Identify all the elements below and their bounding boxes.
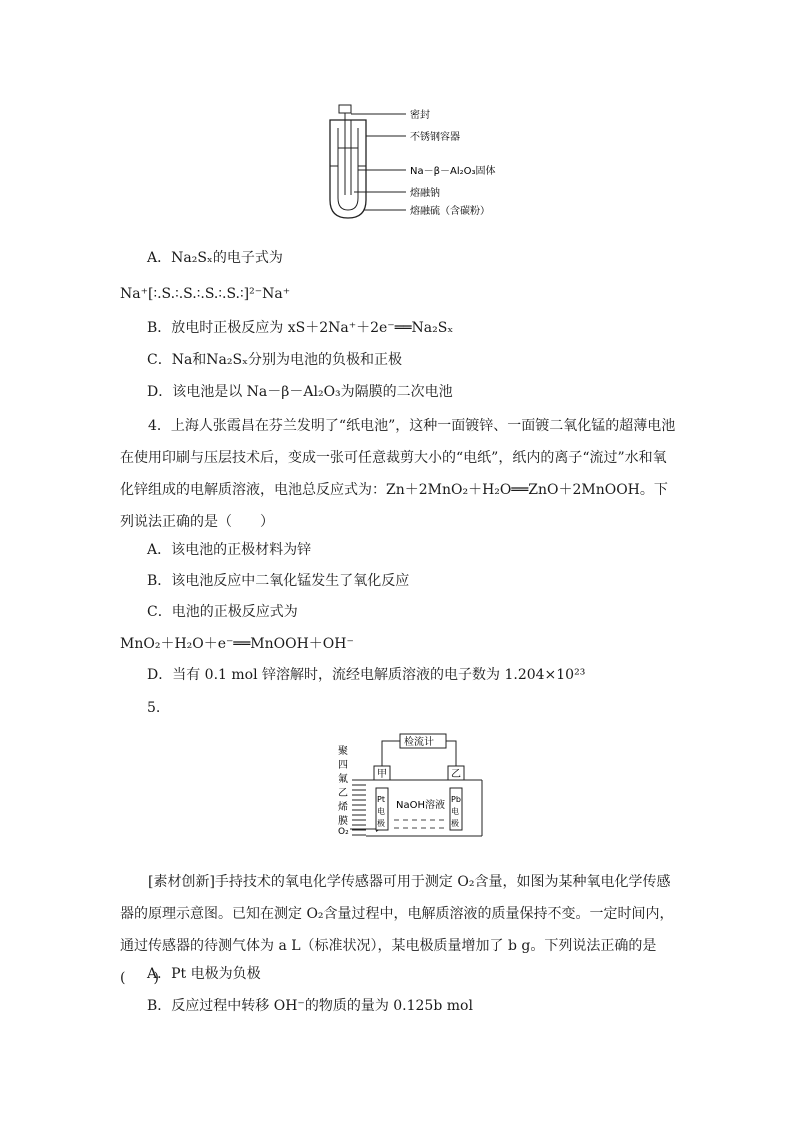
pb-electrode-label-3: 极: [451, 819, 459, 828]
q4-option-b: B．该电池反应中二氧化锰发生了氧化反应: [147, 573, 410, 589]
q5-stem: [素材创新]手持技术的氧电化学传感器可用于测定 O₂含量，如图为某种氧电化学传感器的原理示意图。已知在测定 O₂含量过程中，电解质溶液的质量保持不变。一定时间内，通过传感器的待测气体为 a L（标准状况），某电极质量增加了 b g。下列说法正确的是( ): [120, 874, 674, 986]
q3-option-a-formula: Na⁺[∶.S.∶.S.∶.S.∶.S.∶]²⁻Na⁺: [120, 286, 291, 302]
right-tag-label: 乙: [451, 769, 461, 780]
seal-cap: [339, 105, 351, 113]
q4-option-c: C．电池的正极反应式为: [147, 604, 298, 620]
q5-option-b: B．反应过程中转移 OH⁻的物质的量为 0.125b mol: [147, 998, 473, 1014]
q5-option-a: A．Pt 电极为负极: [147, 966, 261, 982]
q4-option-a: A．该电池的正极材料为锌: [147, 542, 312, 558]
q3-option-a: A．Na₂Sₓ的电子式为: [147, 250, 283, 266]
membrane-char-3: 氟: [338, 774, 348, 785]
solid-electrolyte-tube: [338, 128, 358, 210]
label-container: 不锈钢容器: [410, 132, 460, 143]
pb-electrode-label-2: 电: [451, 807, 459, 816]
solution-dashes: [394, 820, 444, 828]
label-seal: 密封: [410, 110, 430, 121]
membrane-char-5: 烯: [338, 802, 348, 813]
steel-container: [330, 120, 366, 218]
sodium-sulfur-cell-diagram: [318, 100, 508, 225]
q3-option-c: C．Na和Na₂Sₓ分别为电池的负极和正极: [147, 352, 403, 368]
membrane-char-4: 乙: [338, 788, 348, 799]
membrane-char-6: 膜: [338, 816, 348, 827]
membrane-char-2: 四: [338, 760, 348, 771]
solution-label: NaOH溶液: [396, 800, 445, 811]
q4-option-c-formula: MnO₂＋H₂O＋e⁻══MnOOH＋OH⁻: [120, 636, 354, 652]
q3-option-b: B．放电时正极反应为 xS＋2Na⁺＋2e⁻══Na₂Sₓ: [147, 320, 454, 336]
ptfe-membrane: [352, 780, 366, 835]
left-tag-label: 甲: [377, 769, 387, 780]
q4-stem: 4．上海人张霞昌在芬兰发明了“纸电池”，这种一面镀锌、一面镀二氧化锰的超薄电池在使用印刷与压层技术后，变成一张可任意裁剪大小的“电纸”，纸内的离子“流过”水和氧化锌组成的电解质溶液，电池总反应式为：Zn＋2MnO₂＋H₂O══ZnO＋2MnOOH。下列说法正确的是（ ）: [120, 418, 676, 530]
q5-number: 5.: [147, 700, 161, 716]
pt-electrode-label-1: Pt: [377, 795, 385, 804]
label-molten-sulfur: 熔融硫（含碳粉）: [410, 206, 490, 217]
pb-electrode-label-1: Pb: [451, 795, 461, 804]
oxygen-sensor-diagram: [300, 730, 500, 840]
o2-label: O₂: [338, 827, 349, 837]
pt-electrode-label-3: 极: [377, 819, 385, 828]
label-solid-electrolyte: Na－β－Al₂O₃固体: [410, 166, 496, 177]
q3-option-d: D．该电池是以 Na－β－Al₂O₃为隔膜的二次电池: [147, 384, 453, 400]
q4-option-d: D．当有 0.1 mol 锌溶解时，流经电解质溶液的电子数为 1.204×10²³: [147, 667, 586, 683]
label-molten-sodium: 熔融钠: [410, 188, 440, 199]
pt-electrode-label-2: 电: [377, 807, 385, 816]
membrane-char-1: 聚: [338, 746, 348, 757]
galvanometer-label: 检流计: [404, 737, 434, 748]
